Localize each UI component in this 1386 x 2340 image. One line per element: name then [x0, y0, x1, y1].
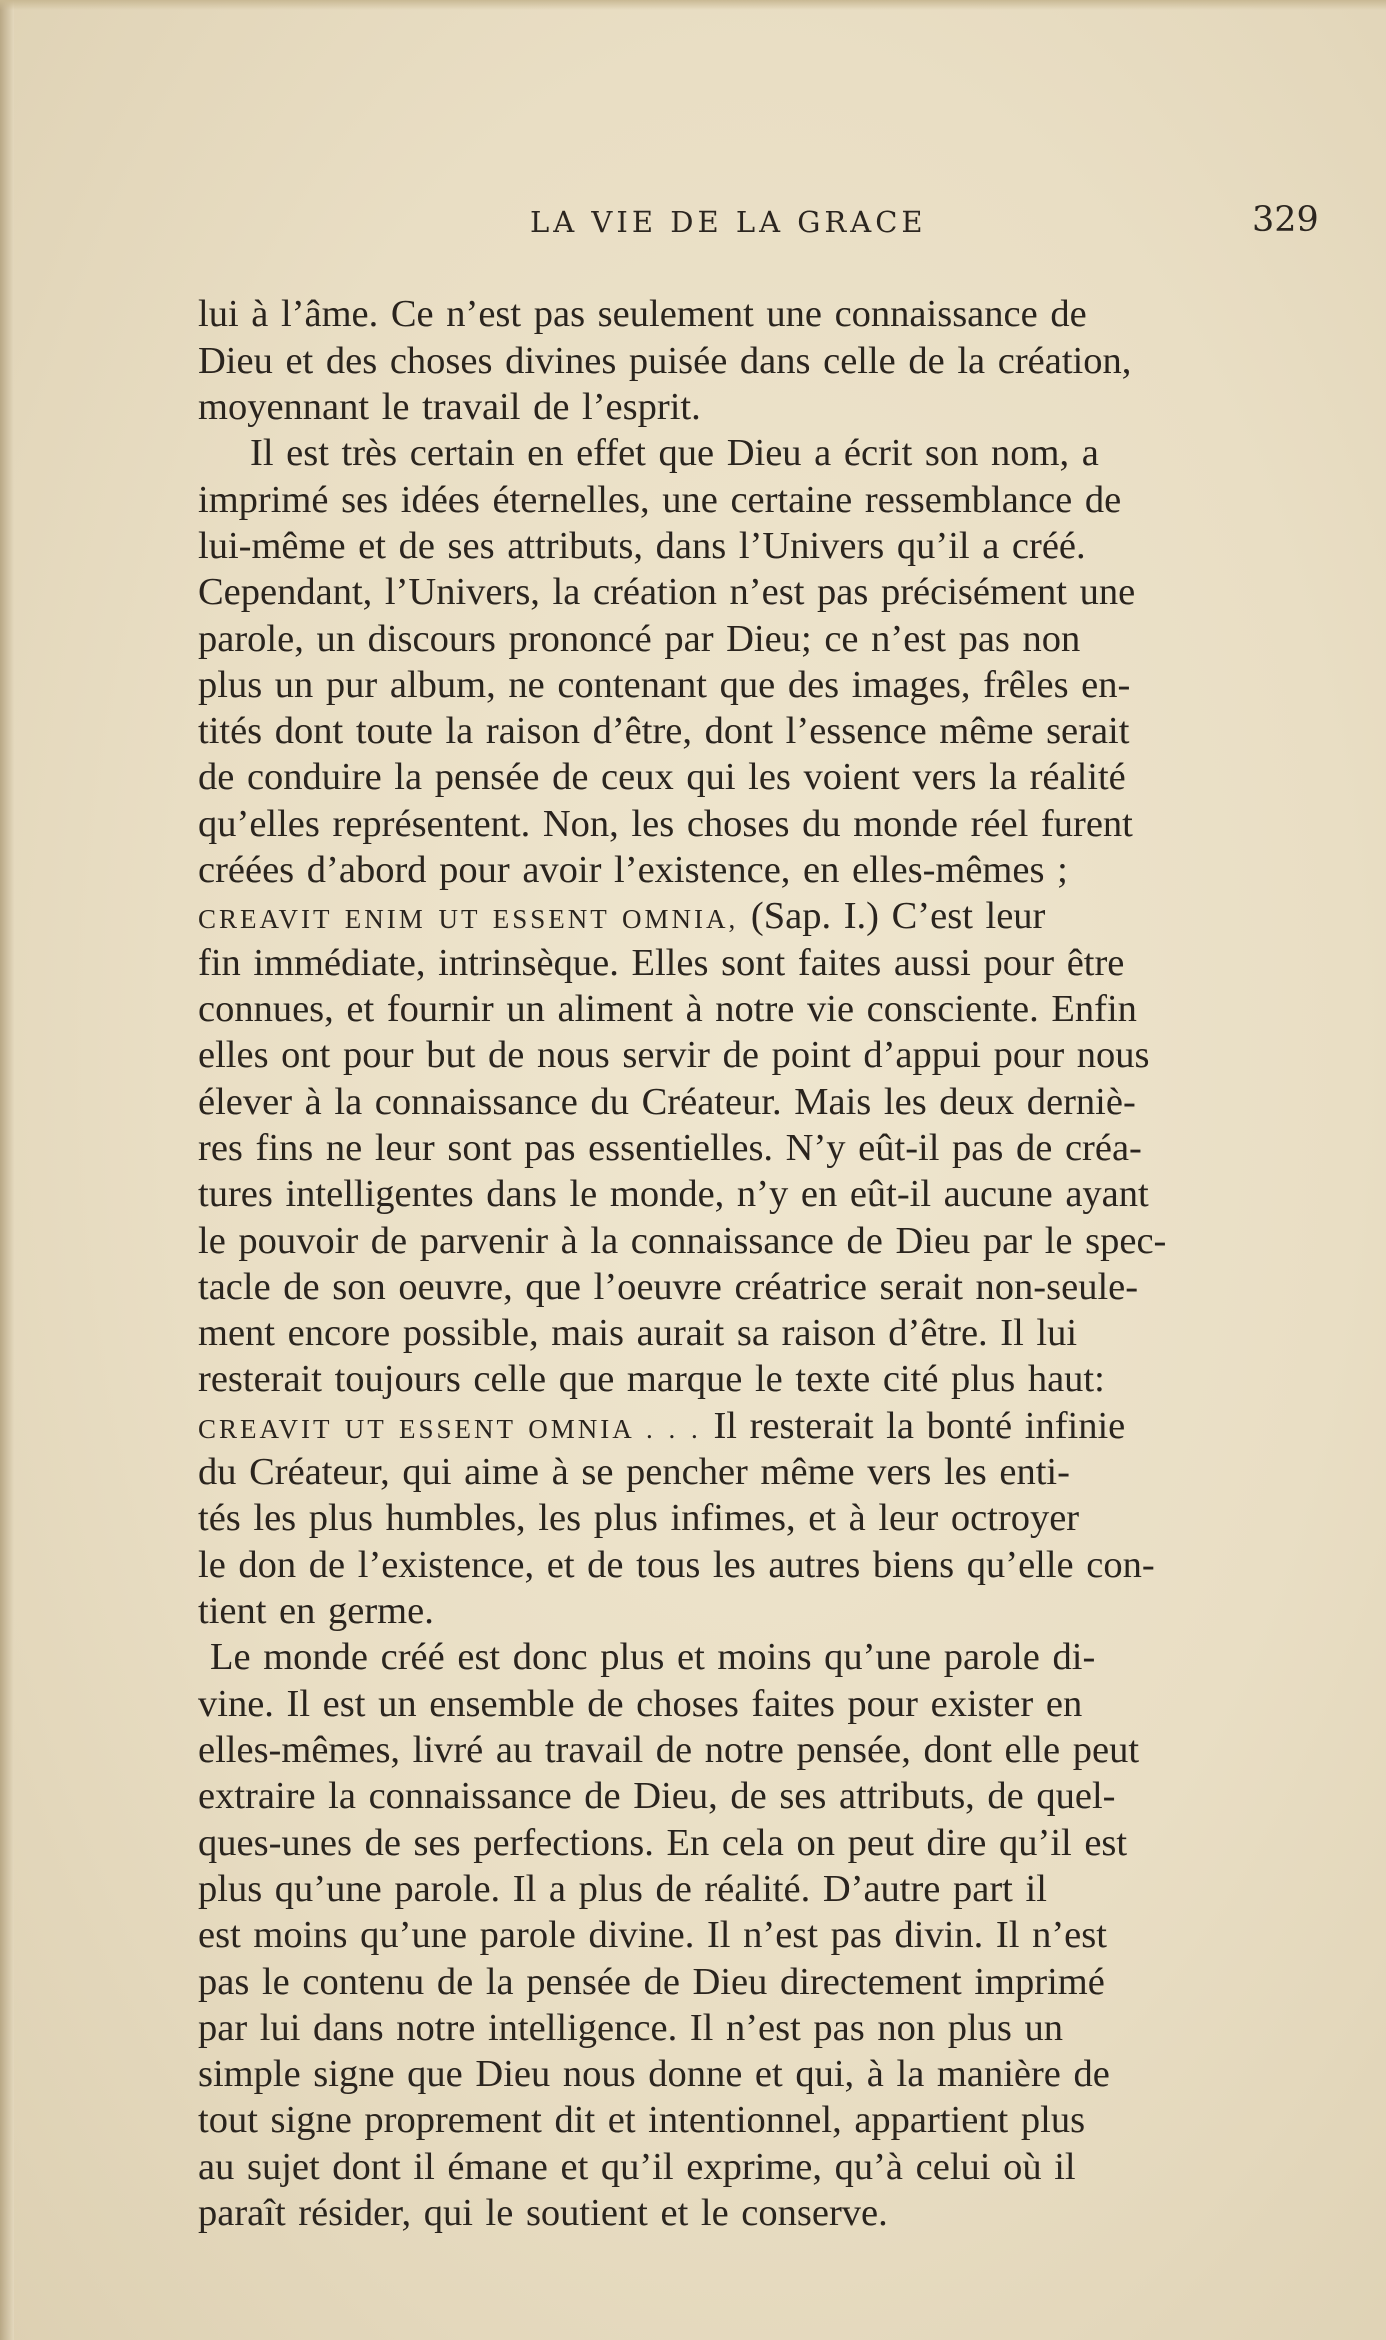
- small-caps-quote: CREAVIT UT ESSENT OMNIA . . .: [198, 1414, 701, 1444]
- text-line: tés les plus humbles, les plus infimes, et à leur octroyer: [198, 1497, 1080, 1539]
- text-line: [198, 1404, 1125, 1448]
- text-line: paraît résider, qui le soutient et le conserve.: [198, 2192, 888, 2234]
- text-line: simple signe que Dieu nous donne et qui, à la manière de: [198, 2053, 1110, 2095]
- text-line: imprimé ses idées éternelles, une certaine ressemblance de: [198, 479, 1122, 521]
- text-line: extraire la connaissance de Dieu, de ses attributs, de quel-: [198, 1775, 1116, 1817]
- text-line: tient en germe.: [198, 1590, 434, 1632]
- text-line: tout signe proprement dit et intentionnel, appartient plus: [198, 2099, 1086, 2141]
- text-line: du Créateur, qui aime à se pencher même vers les enti-: [198, 1451, 1070, 1493]
- text-line: Le monde créé est donc plus et moins qu’une parole di-: [210, 1636, 1096, 1678]
- text-line: lui à l’âme. Ce n’est pas seulement une connaissance de: [198, 293, 1087, 335]
- text-line: resterait toujours celle que marque le texte cité plus haut:: [198, 1358, 1105, 1400]
- text-fragment: (Sap. I.) C’est leur: [738, 895, 1046, 937]
- text-line: Cependant, l’Univers, la création n’est pas précisément une: [198, 571, 1136, 613]
- text-line: le pouvoir de parvenir à la connaissance de Dieu par le spec-: [198, 1220, 1167, 1262]
- text-line: connues, et fournir un aliment à notre vie consciente. Enfin: [198, 988, 1137, 1030]
- text-line: élever à la connaissance du Créateur. Mais les deux derniè-: [198, 1081, 1136, 1123]
- text-fragment: Il resterait la bonté infinie: [700, 1405, 1126, 1447]
- text-line: tités dont toute la raison d’être, dont l’essence même serait: [198, 710, 1130, 752]
- text-line: elles ont pour but de nous servir de point d’appui pour nous: [198, 1034, 1150, 1076]
- text-line: res fins ne leur sont pas essentielles. N’y eût-il pas de créa-: [198, 1127, 1142, 1169]
- text-line: lui-même et de ses attributs, dans l’Univers qu’il a créé.: [198, 525, 1086, 567]
- text-line: elles-mêmes, livré au travail de notre pensée, dont elle peut: [198, 1729, 1140, 1771]
- running-head: LA VIE DE LA GRACE: [530, 205, 927, 239]
- text-line: Il est très certain en effet que Dieu a écrit son nom, a: [250, 432, 1099, 474]
- text-line: fin immédiate, intrinsèque. Elles sont faites aussi pour être: [198, 942, 1125, 984]
- page-number: 329: [1252, 200, 1319, 240]
- text-line: [198, 894, 1045, 938]
- text-line: de conduire la pensée de ceux qui les voient vers la réalité: [198, 756, 1126, 798]
- text-line: Dieu et des choses divines puisée dans celle de la création,: [198, 340, 1132, 382]
- text-line: pas le contenu de la pensée de Dieu directement imprimé: [198, 1961, 1105, 2003]
- text-line: qu’elles représentent. Non, les choses du monde réel furent: [198, 803, 1133, 845]
- text-line: tacle de son oeuvre, que l’oeuvre créatrice serait non-seule-: [198, 1266, 1139, 1308]
- text-line: créées d’abord pour avoir l’existence, en elles-mêmes ;: [198, 849, 1068, 891]
- text-line: par lui dans notre intelligence. Il n’est pas non plus un: [198, 2007, 1064, 2049]
- text-line: tures intelligentes dans le monde, n’y en eût-il aucune ayant: [198, 1173, 1149, 1215]
- small-caps-quote: CREAVIT ENIM UT ESSENT OMNIA,: [198, 904, 739, 934]
- text-line: vine. Il est un ensemble de choses faites pour exister en: [198, 1683, 1083, 1725]
- text-line: parole, un discours prononcé par Dieu; ce n’est pas non: [198, 618, 1081, 660]
- text-line: le don de l’existence, et de tous les autres biens qu’elle con-: [198, 1544, 1155, 1586]
- text-line: ment encore possible, mais aurait sa raison d’être. Il lui: [198, 1312, 1078, 1354]
- text-line: est moins qu’une parole divine. Il n’est pas divin. Il n’est: [198, 1914, 1107, 1956]
- text-line: ques-unes de ses perfections. En cela on peut dire qu’il est: [198, 1822, 1128, 1864]
- text-line: plus un pur album, ne contenant que des images, frêles en-: [198, 664, 1131, 706]
- text-line: moyennant le travail de l’esprit.: [198, 386, 701, 428]
- text-line: plus qu’une parole. Il a plus de réalité. D’autre part il: [198, 1868, 1047, 1910]
- text-line: au sujet dont il émane et qu’il exprime, qu’à celui où il: [198, 2146, 1076, 2188]
